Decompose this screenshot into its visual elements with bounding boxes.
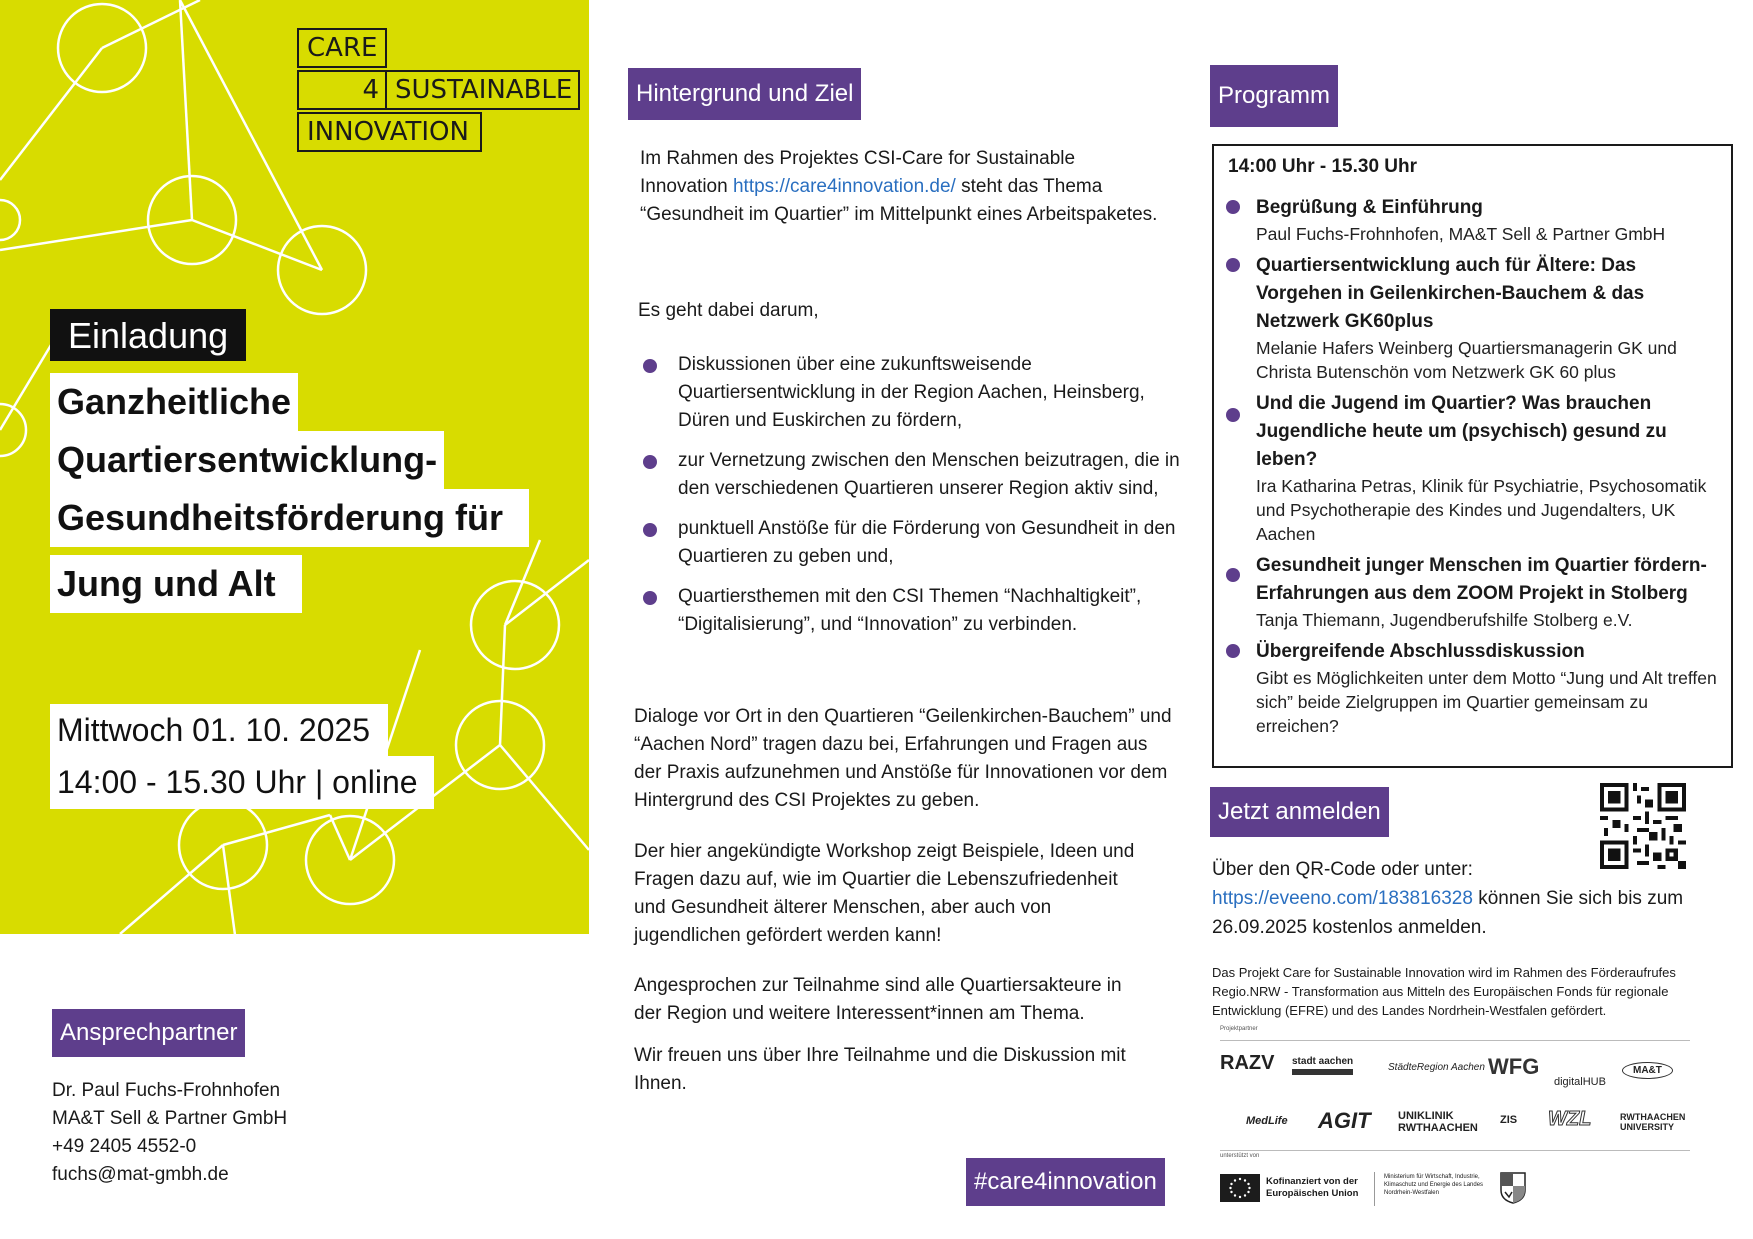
contact-name: Dr. Paul Fuchs-Frohnhofen [52,1080,281,1101]
bullet-dot-icon [643,591,657,605]
program-item: Gesundheit junger Menschen im Quartier fördern- Erfahrungen aus dem ZOOM Projekt in Stolberg Tanja Thiemann, Jugendberufshilfe Stolberg e.V. [1226,552,1726,632]
program-list [1226,194,1726,744]
funding-divider [1374,1172,1375,1206]
partner-logo-zis: ZIS [1500,1114,1518,1126]
partner-logo-wzl: WZL [1548,1108,1592,1130]
partner-logo-uniklinik: UNIKLINIK RWTHAACHEN [1398,1110,1478,1134]
contact-company: MA&T Sell & Partner GmbH [52,1108,288,1129]
supported-caption: unterstützt von [1220,1153,1260,1159]
eu-cofinanced-text: Kofinanziert von der Europäischen Union [1266,1176,1359,1199]
hero-title-line-1: Ganzheitliche [50,373,298,431]
program-box [1212,144,1733,768]
partners-divider [1220,1040,1690,1041]
partner-logo-rwth: RWTHAACHEN UNIVERSITY [1620,1112,1686,1132]
register-label: Jetzt anmelden [1210,787,1389,837]
list-item: punktuell Anstöße für die Förderung von Gesundheit in den Quartieren zu geben und, [640,515,1185,571]
partner-logo-agit: AGIT [1318,1108,1371,1133]
invitation-label: Einladung [50,309,246,361]
eu-flag-icon [1220,1174,1260,1202]
contact-phone[interactable]: +49 2405 4552-0 [52,1136,197,1157]
hero-title-line-4: Jung und Alt [50,555,302,613]
bullet-dot-icon [643,359,657,373]
contact-email[interactable]: fuchs@mat-gmbh.de [52,1164,229,1185]
contact-block [52,1077,287,1189]
program-label: Programm [1210,65,1338,127]
hero-panel [0,0,589,934]
hashtag-label: #care4innovation [966,1158,1165,1206]
partner-logo-staedteregion: StädteRegion Aachen [1388,1062,1485,1073]
background-para-2: Der hier angekündigte Workshop zeigt Beispiele, Ideen und Fragen dazu auf, wie im Quartier die Lebenszufriedenheit und Gesundheit älterer Menschen, aber auch von jugendlichen gefördert werden kann! [634,841,1135,946]
partner-logo-mat: MA&T [1622,1062,1673,1079]
supported-divider [1220,1150,1690,1151]
register-text: Über den QR-Code oder unter: https://eveeno.com/183816328 können Sie sich bis zum 26.09.2025 kostenlos anmelden. [1212,859,1684,938]
partner-logo-razv: RAZV [1220,1052,1275,1074]
logo-innovation: INNOVATION [297,112,482,152]
funding-text: Das Projekt Care for Sustainable Innovation wird im Rahmen des Förderaufrufes Regio.NRW - Transformation aus Mitteln des Europäischen Fonds für regionale Entwicklung (EFRE) und des Landes Nordrhein-Westfalen gefördert. [1212,965,1676,1018]
event-date: Mittwoch 01. 10. 2025 [50,704,388,757]
program-time: 14:00 Uhr - 15.30 Uhr [1228,156,1418,177]
background-para-4: Wir freuen uns über Ihre Teilnahme und die Diskussion mit Ihnen. [634,1045,1126,1094]
partner-logo-digitalhub: digitalHUB [1554,1076,1606,1088]
program-item: Und die Jugend im Quartier? Was brauchen Jugendliche heute um (psychisch) gesund zu leben? Ira Katharina Petras, Klinik für Psychiatrie, Psychosomatik und Psychotherapie des Kindes und Jugendalters, UK Aachen [1226,390,1726,546]
partners-caption: Projektpartner [1220,1026,1258,1032]
program-item: Übergreifende Abschlussdiskussion Gibt es Möglichkeiten unter dem Motto “Jung und Alt treffen sich” beide Zielgruppen im Quartier gemeinsam zu erreichen? [1226,638,1726,738]
list-item: Quartiersthemen mit den CSI Themen “Nachhaltigkeit”, “Digitalisierung”, und “Innovation” zu verbinden. [640,583,1185,639]
partner-logo-wfg: WFG [1488,1054,1540,1079]
background-intro: Im Rahmen des Projektes CSI-Care for Sustainable Innovation https://care4innovation.de/ steht das Thema “Gesundheit im Quartier” im Mittelpunkt eines Arbeitspaketes. [640,148,1158,225]
list-item: zur Vernetzung zwischen den Menschen beizutragen, die in den verschiedenen Quartieren unserer Region aktiv sind, [640,447,1185,503]
register-link[interactable]: https://eveeno.com/183816328 [1212,888,1473,909]
partner-logo-stadt-aachen: stadt aachen [1292,1056,1353,1075]
bullet-dot-icon [643,455,657,469]
logo-care: CARE [297,28,387,68]
ministry-text: Ministerium für Wirtschaft, Industrie, Klimaschutz und Energie des Landes Nordrhein-Westfalen [1384,1174,1484,1196]
bullet-dot-icon [1226,644,1240,658]
background-para-1: Dialoge vor Ort in den Quartieren “Geilenkirchen-Bauchem” und “Aachen Nord” tragen dazu bei, Erfahrungen und Fragen aus der Praxis aufzunehmen und Anstöße für Innovationen vor dem Hintergrund des CSI Projektes zu geben. [634,706,1172,811]
program-item: Begrüßung & Einführung Paul Fuchs-Frohnhofen, MA&T Sell & Partner GmbH [1226,194,1726,246]
logo-four: 4 [297,70,387,110]
bullet-dot-icon [1226,568,1240,582]
project-link[interactable]: https://care4innovation.de/ [732,176,956,197]
contact-label: Ansprechpartner [52,1009,245,1057]
bullet-dot-icon [643,523,657,537]
background-bullets [640,351,1185,651]
hero-title-line-3: Gesundheitsförderung für [50,489,529,547]
hero-title-line-2: Quartiersentwicklung- [50,431,444,489]
program-item: Quartiersentwicklung auch für Ältere: Das Vorgehen in Geilenkirchen-Bauchem & das Netzwerk GK60plus Melanie Hafers Weinberg Quartiersmanagerin GK und Christa Butenschön vom Netzwerk GK 60 plus [1226,252,1726,384]
bullet-dot-icon [1226,258,1240,272]
background-label: Hintergrund und Ziel [628,68,861,120]
bullet-dot-icon [1226,408,1240,422]
nrw-crest-icon [1500,1172,1526,1204]
background-lead: Es geht dabei darum, [638,300,819,321]
background-para-3: Angesprochen zur Teilnahme sind alle Quartiersakteure in der Region und weitere Interessent*innen am Thema. [634,975,1122,1024]
event-time: 14:00 - 15.30 Uhr | online [50,756,434,809]
bullet-dot-icon [1226,200,1240,214]
logo-sustainable: SUSTAINABLE [385,70,580,110]
list-item: Diskussionen über eine zukunftsweisende Quartiersentwicklung in der Region Aachen, Heinsberg, Düren und Euskirchen zu fördern, [640,351,1185,435]
partner-logo-medlife: MedLife [1246,1115,1288,1127]
